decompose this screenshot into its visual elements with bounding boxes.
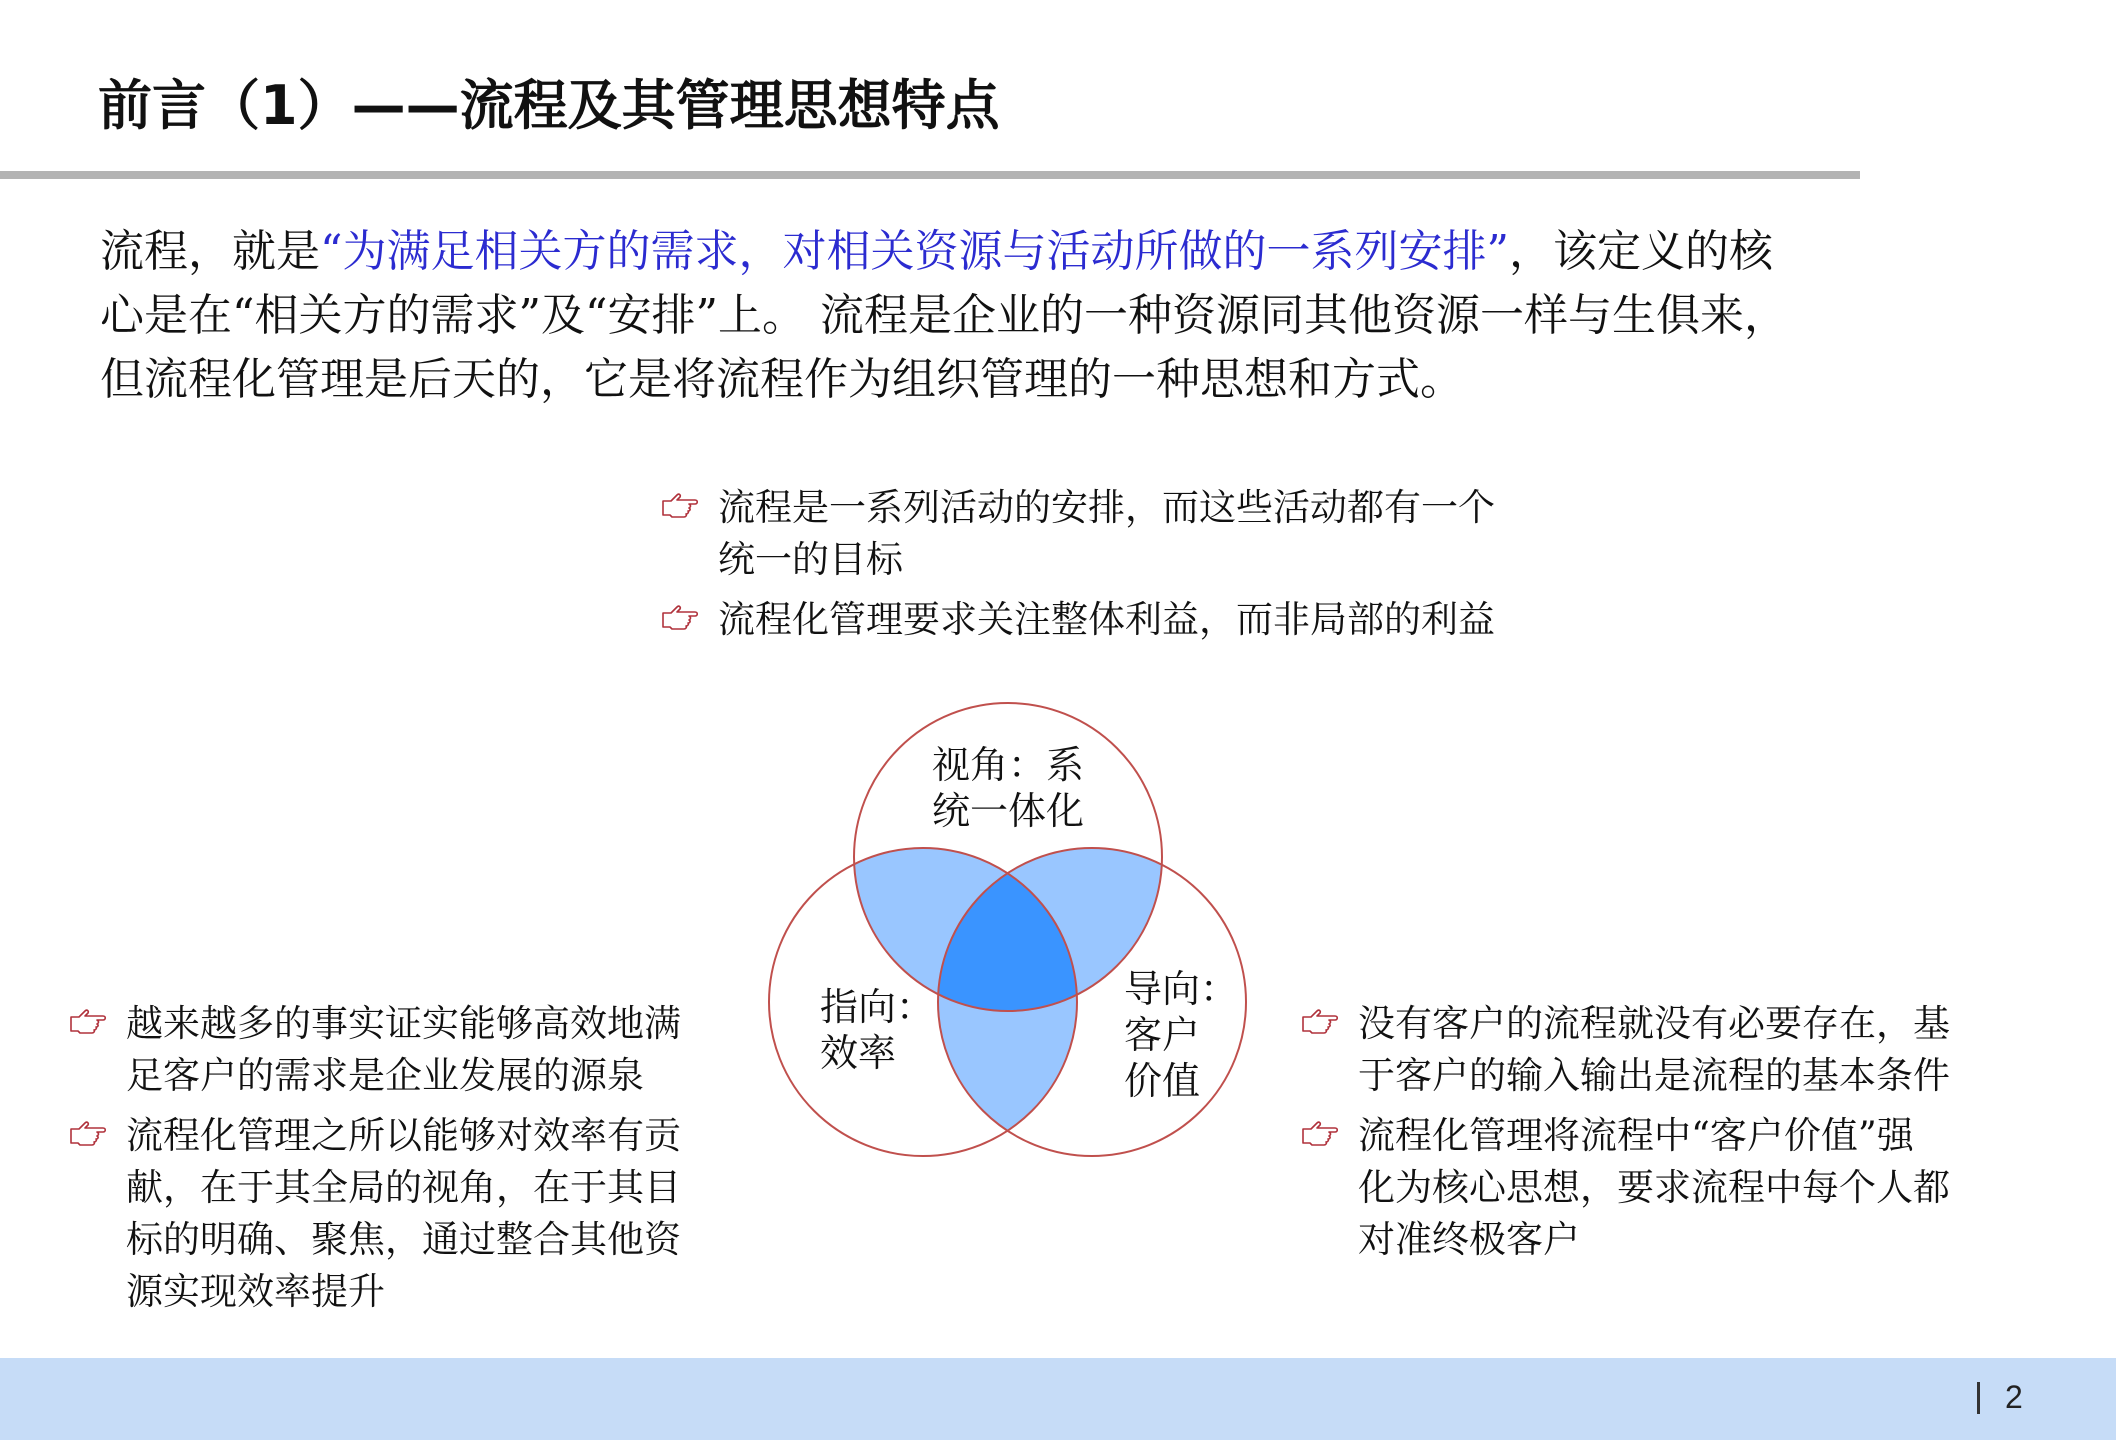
page-number: 2 xyxy=(2005,1379,2023,1415)
list-item-line: 流程化管理之所以能够对效率有贡 xyxy=(126,1114,681,1157)
intro-paragraph xyxy=(100,220,2060,412)
venn-label-efficiency xyxy=(820,984,934,1076)
page-number-separator xyxy=(1977,1382,1980,1414)
pointing-hand-icon xyxy=(68,1110,108,1162)
intro-line-2: 心是在“相关方的需求”及“安排”上。 流程是企业的一种资源同其他资源一样与生俱来， xyxy=(100,290,1788,341)
list-item xyxy=(660,594,1590,646)
intro-line-1-end: ，该定义的核 xyxy=(1509,226,1773,277)
right-bullet-list xyxy=(1300,998,2020,1274)
pointing-hand-icon xyxy=(1300,998,1340,1050)
venn-label-line: 统一体化 xyxy=(932,789,1085,833)
venn-label-system-view xyxy=(932,742,1084,834)
list-item-line: 统一的目标 xyxy=(718,538,903,581)
list-item xyxy=(660,482,1590,586)
left-bullet-list xyxy=(68,998,748,1326)
venn-diagram xyxy=(760,690,1260,1170)
list-item-line: 越来越多的事实证实能够高效地满 xyxy=(126,1002,681,1045)
list-item xyxy=(68,998,748,1102)
top-bullet-list xyxy=(660,482,1590,654)
list-item-line: 流程化管理将流程中“客户价值”强 xyxy=(1358,1114,1914,1157)
venn-label-line: 客户 xyxy=(1124,1013,1201,1057)
list-item-line: 献，在于其全局的视角，在于其目 xyxy=(126,1166,681,1209)
venn-label-customer-value xyxy=(1124,966,1238,1104)
list-item-line: 足客户的需求是企业发展的源泉 xyxy=(126,1054,644,1097)
pointing-hand-icon xyxy=(660,594,700,646)
list-item-line: 标的明确、聚焦，通过整合其他资 xyxy=(126,1218,681,1261)
list-item-line: 化为核心思想，要求流程中每个人都 xyxy=(1358,1166,1950,1209)
list-item-line: 对准终极客户 xyxy=(1358,1218,1580,1261)
list-item-line: 流程化管理要求关注整体利益，而非局部的利益 xyxy=(718,598,1495,641)
page-title: 前言（1）——流程及其管理思想特点 xyxy=(98,74,1000,137)
list-item-line: 流程是一系列活动的安排，而这些活动都有一个 xyxy=(718,486,1495,529)
venn-label-line: 指向： xyxy=(820,985,935,1029)
list-item xyxy=(1300,1110,2020,1266)
title-divider xyxy=(0,171,1860,179)
intro-line-1-start: 流程，就是 xyxy=(100,226,320,277)
intro-line-3: 但流程化管理是后天的，它是将流程作为组织管理的一种思想和方式。 xyxy=(100,354,1464,405)
pointing-hand-icon xyxy=(68,998,108,1050)
list-item-line: 于客户的输入输出是流程的基本条件 xyxy=(1358,1054,1950,1097)
pointing-hand-icon xyxy=(660,482,700,534)
intro-line-1 xyxy=(100,220,2060,284)
pointing-hand-icon xyxy=(1300,1110,1340,1162)
list-item-line: 没有客户的流程就没有必要存在，基 xyxy=(1358,1002,1950,1045)
footer-band xyxy=(0,1358,2116,1440)
venn-label-line: 导向： xyxy=(1124,967,1239,1011)
list-item xyxy=(68,1110,748,1318)
venn-label-line: 价值 xyxy=(1124,1059,1201,1103)
definition-highlight: “为满足相关方的需求，对相关资源与活动所做的一系列安排” xyxy=(320,226,1509,277)
venn-label-line: 效率 xyxy=(820,1031,897,1075)
list-item xyxy=(1300,998,2020,1102)
venn-label-line: 视角：系 xyxy=(932,743,1085,787)
list-item-line: 源实现效率提升 xyxy=(126,1270,385,1313)
